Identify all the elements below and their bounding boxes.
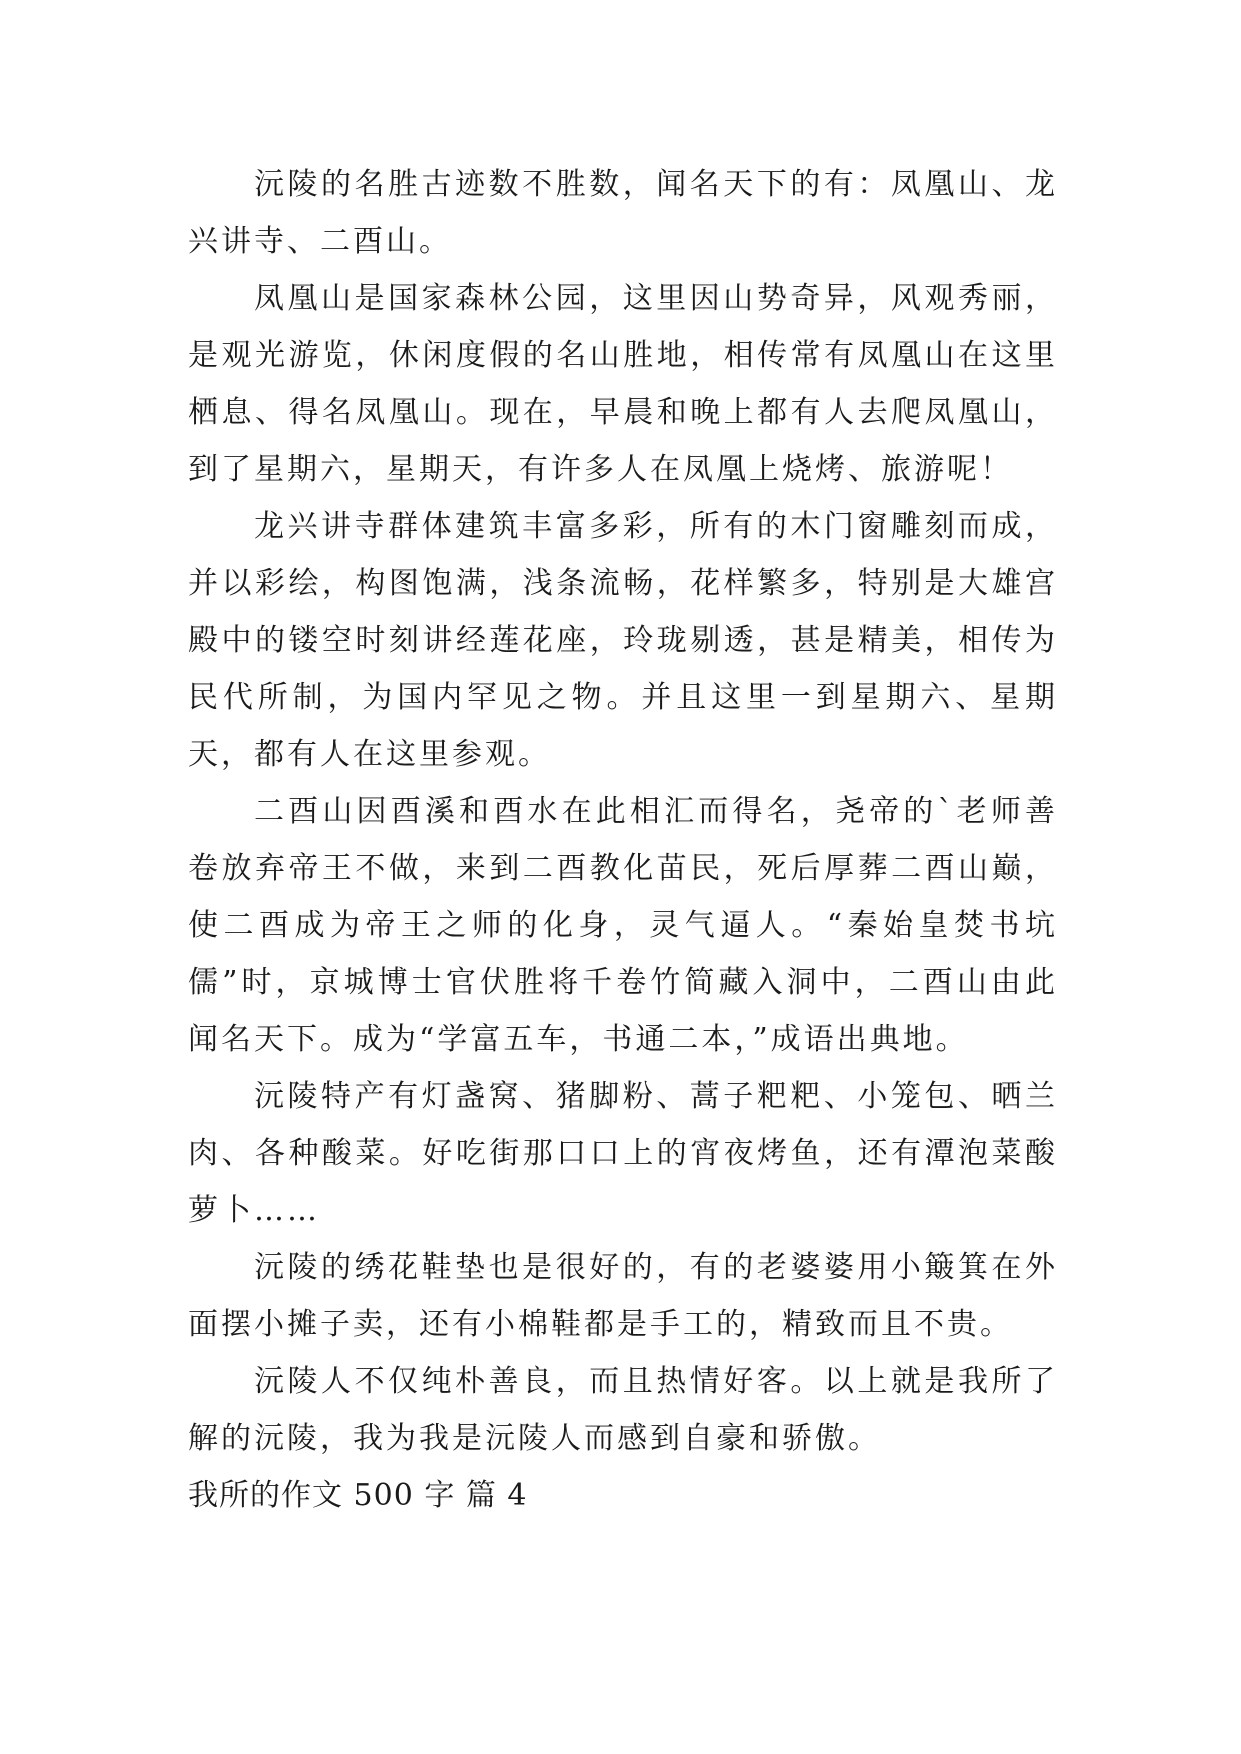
paragraph-5: 沅陵特产有灯盏窝、猪脚粉、蒿子粑粑、小笼包、晒兰肉、各种酸菜。好吃街那口口上的宵夜烤鱼，还有潭泡菜酸萝卜…… [188,1079,1058,1228]
section-heading: 我所的作文 500 字 篇 4 [188,1478,528,1513]
paragraph-7: 沅陵人不仅纯朴善良，而且热情好客。以上就是我所了解的沅陵，我为我是沅陵人而感到自豪和骄傲。 [188,1364,1058,1456]
paragraph-6: 沅陵的绣花鞋垫也是很好的，有的老婆婆用小簸箕在外面摆小摊子卖，还有小棉鞋都是手工的，精致而且不贵。 [188,1250,1058,1342]
paragraph-2: 凤凰山是国家森林公园，这里因山势奇异，风观秀丽，是观光游览，休闲度假的名山胜地，相传常有凤凰山在这里栖息、得名凤凰山。现在，早晨和晚上都有人去爬凤凰山，到了星期六，星期天，有许多人在凤凰上烧烤、旅游呢！ [188,281,1058,487]
document-body [188,156,1058,1524]
paragraph-1: 沅陵的名胜古迹数不胜数，闻名天下的有：凤凰山、龙兴讲寺、二酉山。 [188,167,1058,259]
paragraph-4: 二酉山因酉溪和酉水在此相汇而得名，尧帝的`老师善卷放弃帝王不做，来到二酉教化苗民，死后厚葬二酉山巅，使二酉成为帝王之师的化身，灵气逼人。“秦始皇焚书坑儒”时，京城博士官伏胜将千卷竹简藏入洞中，二酉山由此闻名天下。成为“学富五车，书通二本，”成语出典地。 [188,794,1058,1057]
paragraph-3: 龙兴讲寺群体建筑丰富多彩，所有的木门窗雕刻而成，并以彩绘，构图饱满，浅条流畅，花样繁多，特别是大雄宫殿中的镂空时刻讲经莲花座，玲珑剔透，甚是精美，相传为民代所制，为国内罕见之物。并且这里一到星期六、星期天，都有人在这里参观。 [188,509,1058,772]
